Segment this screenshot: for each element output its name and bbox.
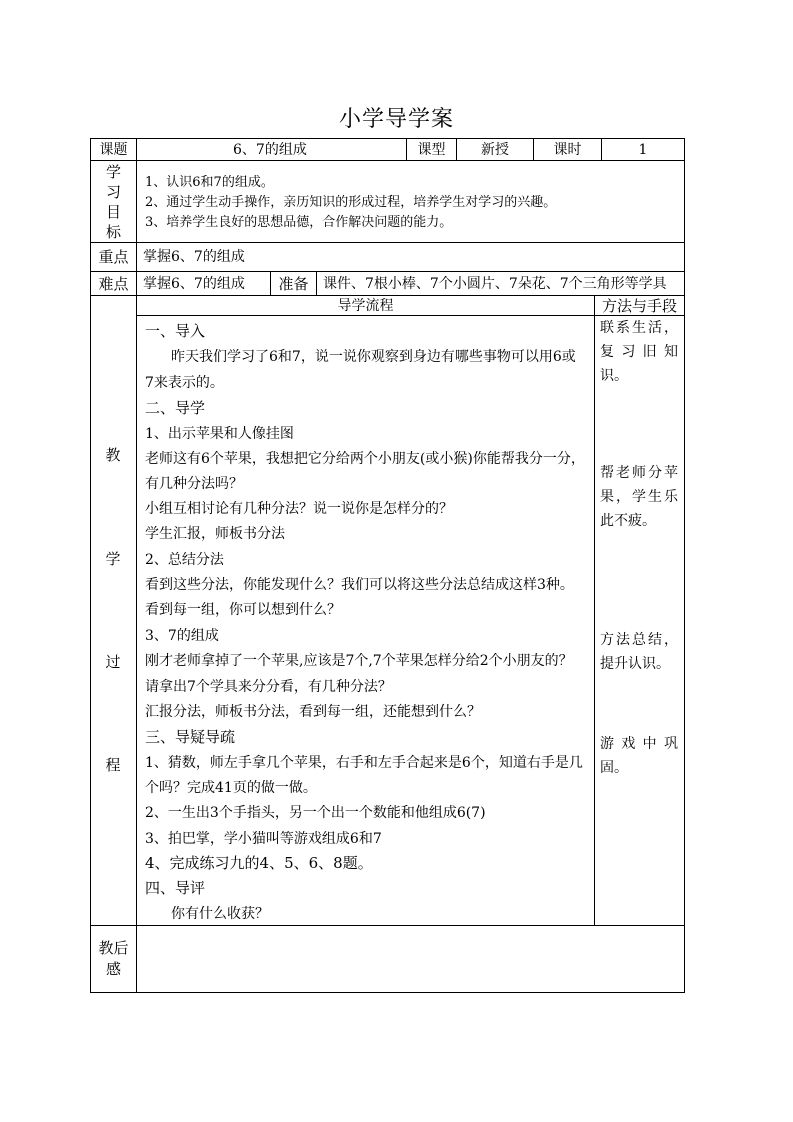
prep-value: 课件、7根小棒、7个小圆片、7朵花、7个三角形等学具	[323, 275, 667, 292]
method-note-line: 帮老师分苹	[600, 465, 678, 481]
method-note-line: 识。	[600, 368, 628, 384]
reflection-label-line: 教后	[98, 939, 129, 957]
key-point-label-cell	[90, 242, 137, 272]
flow-header-cell	[136, 295, 595, 316]
page-title: 小学导学案	[338, 107, 454, 132]
method-header-cell	[594, 295, 685, 316]
lesson-value-cell	[136, 138, 407, 161]
flow-line: 7来表示的。	[145, 375, 224, 391]
method-header: 方法与手段	[601, 296, 677, 315]
flow-line: 三、导疑导疏	[145, 728, 236, 746]
reflection-content-cell	[136, 925, 685, 993]
flow-line: 老师这有6个苹果，我想把它分给两个小朋友(或小猴)你能帮我分一分，	[145, 451, 585, 467]
method-note-line: 此不疲。	[600, 513, 656, 529]
process-label-char: 过	[105, 653, 121, 671]
flow-line: 1、猜数，师左手拿几个苹果，右手和左手合起来是6个，知道右手是几	[145, 755, 583, 771]
flow-line: 请拿出7个学具来分分看，有几种分法？	[145, 679, 392, 695]
flow-line: 四、导评	[145, 879, 206, 897]
method-note	[600, 628, 678, 676]
key-point-label: 重点	[98, 248, 129, 266]
flow-line: 二、导学	[145, 399, 206, 417]
flow-line: 昨天我们学习了6和7，说一说你观察到身边有哪些事物可以用6或	[171, 349, 576, 365]
flow-line: 你有什么收获？	[171, 906, 269, 922]
process-label-char: 教	[105, 446, 121, 464]
hours-label-cell	[533, 138, 602, 161]
hours-label: 课时	[553, 141, 582, 158]
flow-line: 学生汇报，师板书分法	[145, 526, 285, 542]
flow-line: 刚才老师拿掉了一个苹果,应该是7个,7个苹果怎样分给2个小朋友的？	[145, 653, 573, 669]
type-label-cell	[406, 138, 457, 161]
flow-line: 1、出示苹果和人像挂图	[145, 426, 294, 442]
flow-line: 2、一生出3个手指头，另一个出一个数能和他组成6(7)	[145, 805, 486, 821]
process-label-char: 学	[105, 550, 121, 568]
hours-value-cell	[601, 138, 685, 161]
hours-value: 1	[638, 141, 648, 158]
flow-line: 看到这些分法，你能发现什么？我们可以将这些分法总结成这样3种。	[145, 577, 574, 593]
goals-label-char: 习	[105, 183, 121, 201]
flow-line: 一、导入	[145, 322, 206, 340]
flow-line: 2、总结分法	[145, 552, 224, 568]
method-note	[600, 732, 678, 780]
goals-content-cell	[136, 160, 685, 243]
goal-item: 3、培养学生良好的思想品德，合作解决问题的能力。	[145, 215, 453, 230]
prep-value-cell	[316, 271, 685, 296]
difficulty-label-cell	[90, 271, 137, 296]
prep-label: 准备	[278, 274, 309, 293]
flow-line: 3、拍巴掌，学小猫叫等游戏组成6和7	[145, 831, 382, 847]
lesson-value: 6、7的组成	[233, 141, 307, 158]
key-point-value-cell	[136, 242, 685, 272]
goals-label-char: 目	[105, 203, 121, 221]
key-point-value: 掌握6、7的组成	[143, 249, 245, 265]
prep-label-cell	[270, 271, 317, 296]
difficulty-label: 难点	[98, 274, 129, 293]
method-note-line: 提升认识。	[600, 656, 670, 672]
type-value-cell	[456, 138, 534, 161]
flow-line: 汇报分法，师板书分法，看到每一组，还能想到什么？	[145, 704, 481, 720]
lesson-label-cell	[90, 138, 137, 161]
goal-item: 1、认识6和7的组成。	[145, 175, 274, 190]
method-note	[600, 316, 678, 388]
goals-label-char: 学	[105, 163, 121, 181]
flow-line: 小组互相讨论有几种分法？说一说你是怎样分的？	[145, 501, 453, 517]
reflection-label-line: 感	[105, 960, 121, 978]
flow-line: 3、7的组成	[145, 628, 219, 644]
difficulty-value-cell	[136, 271, 271, 296]
method-note	[600, 461, 678, 533]
type-label: 课型	[417, 141, 446, 158]
type-value: 新授	[481, 141, 509, 158]
reflection-label-cell	[90, 925, 137, 993]
method-content-cell	[594, 315, 685, 926]
process-label-char: 程	[105, 756, 121, 774]
flow-line: 4、完成练习九的4、5、6、8题。	[145, 854, 373, 872]
method-note-line: 果，学生乐	[600, 489, 678, 505]
process-label-cell	[90, 295, 137, 926]
goals-label-char: 标	[105, 223, 121, 241]
goal-item: 2、通过学生动手操作，亲历知识的形成过程，培养学生对学习的兴趣。	[145, 195, 557, 210]
method-note-line: 固。	[600, 760, 628, 776]
method-note-line: 游戏中巩	[600, 736, 678, 752]
lesson-label: 课题	[99, 141, 128, 158]
flow-line: 有几种分法吗？	[145, 476, 243, 492]
difficulty-value: 掌握6、7的组成	[143, 275, 245, 292]
flow-header: 导学流程	[337, 297, 394, 314]
goals-label-cell	[90, 160, 137, 243]
method-note-line: 联系生活，	[600, 320, 678, 336]
flow-line: 个吗？完成41页的做一做。	[145, 780, 317, 796]
flow-line: 看到每一组，你可以想到什么？	[145, 602, 341, 618]
method-note-line: 方法总结，	[600, 632, 678, 648]
method-note-line: 复习旧知	[600, 344, 678, 360]
